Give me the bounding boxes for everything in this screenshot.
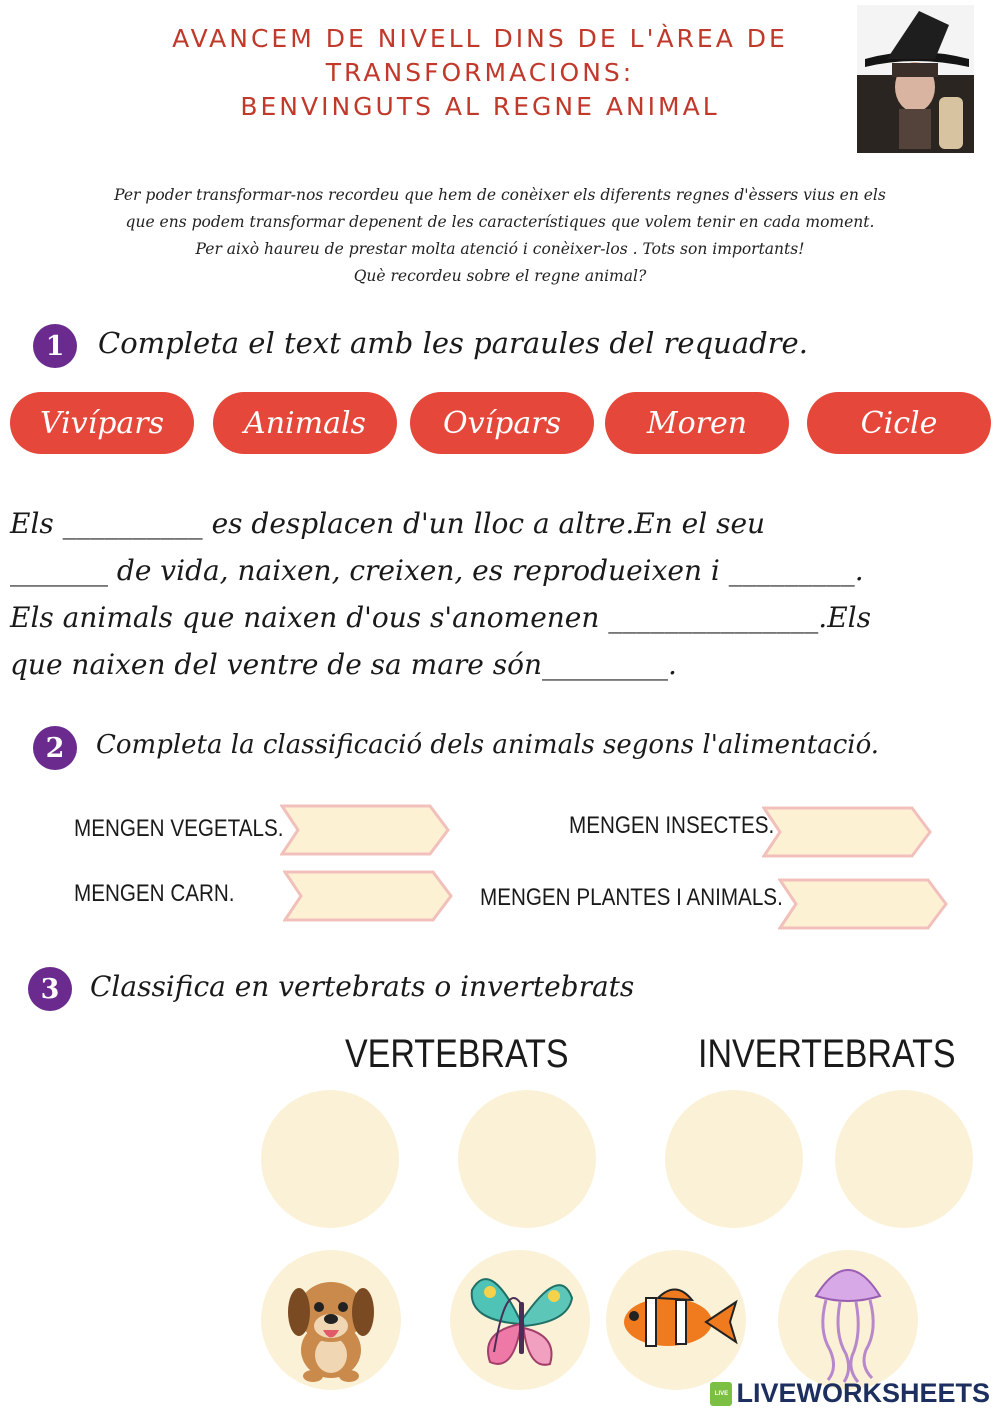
title-line-1: AVANCEM DE NIVELL DINS DE L'ÀREA DE bbox=[172, 24, 788, 53]
liveworksheets-logo bbox=[710, 1378, 990, 1409]
draggable-animal-dog[interactable] bbox=[261, 1250, 401, 1390]
draggable-animal-clownfish[interactable] bbox=[606, 1250, 746, 1390]
intro-line: que ens podem transformar depenent de les característiques que volem tenir en cada moment. bbox=[125, 213, 875, 231]
draggable-animal-butterfly[interactable] bbox=[450, 1250, 590, 1390]
answer-slot-vegetals[interactable] bbox=[280, 804, 450, 856]
section-1-instruction: Completa el text amb les paraules del requadre. bbox=[98, 326, 808, 360]
category-label-vegetals: MENGEN VEGETALS. bbox=[74, 815, 284, 842]
section-3-number-badge: 3 bbox=[28, 967, 72, 1011]
witch-portrait-image bbox=[857, 5, 974, 153]
fill-in-line[interactable]: _______ de vida, naixen, creixen, es reprodueixen i _________. bbox=[10, 554, 864, 587]
vertebrats-drop-zone[interactable] bbox=[458, 1090, 596, 1228]
jellyfish-icon bbox=[778, 1250, 918, 1390]
title-line-3: BENVINGUTS AL REGNE ANIMAL bbox=[240, 92, 720, 121]
draggable-animal-jellyfish[interactable] bbox=[778, 1250, 918, 1390]
fill-in-text bbox=[10, 500, 992, 688]
word-chip-animals[interactable]: Animals bbox=[213, 392, 397, 454]
fill-in-line[interactable]: Els __________ es desplacen d'un lloc a altre.En el seu bbox=[10, 507, 766, 540]
clownfish-icon bbox=[606, 1250, 746, 1390]
category-label-insectes: MENGEN INSECTES. bbox=[569, 812, 775, 839]
category-label-carn: MENGEN CARN. bbox=[74, 880, 235, 907]
word-chip-ovipars[interactable]: Ovípars bbox=[410, 392, 594, 454]
butterfly-icon bbox=[450, 1250, 590, 1390]
vertebrats-heading: VERTEBRATS bbox=[345, 1032, 569, 1076]
fill-in-line[interactable]: que naixen del ventre de sa mare són_________. bbox=[10, 648, 677, 681]
answer-slot-insectes[interactable] bbox=[762, 806, 932, 858]
intro-line: Per poder transformar-nos recordeu que hem de conèixer els diferents regnes d'èssers vius en els bbox=[114, 186, 886, 204]
title-line-2: TRANSFORMACIONS: bbox=[325, 58, 635, 87]
fill-in-line[interactable]: Els animals que naixen d'ous s'anomenen _______________.Els bbox=[10, 601, 871, 634]
intro-line: Per això haureu de prestar molta atenció i conèixer-los . Tots son importants! bbox=[195, 240, 805, 258]
section-2-number-badge: 2 bbox=[33, 726, 77, 770]
invertebrats-heading: INVERTEBRATS bbox=[698, 1032, 956, 1076]
intro-text bbox=[10, 182, 990, 290]
word-chip-vivipars[interactable]: Vivípars bbox=[10, 392, 194, 454]
answer-slot-carn[interactable] bbox=[283, 870, 453, 922]
section-3-instruction: Classifica en vertebrats o invertebrats bbox=[90, 970, 635, 1003]
category-label-plantes-animals: MENGEN PLANTES I ANIMALS. bbox=[480, 884, 783, 911]
word-chip-moren[interactable]: Moren bbox=[605, 392, 789, 454]
answer-slot-plantes-animals[interactable] bbox=[778, 878, 948, 930]
page-title bbox=[100, 22, 860, 124]
section-2-instruction: Completa la classificació dels animals segons l'alimentació. bbox=[96, 730, 880, 760]
dog-icon bbox=[261, 1250, 401, 1390]
word-chip-cicle[interactable]: Cicle bbox=[807, 392, 991, 454]
vertebrats-drop-zone[interactable] bbox=[261, 1090, 399, 1228]
section-1-number-badge: 1 bbox=[33, 324, 77, 368]
intro-line: Què recordeu sobre el regne animal? bbox=[353, 267, 647, 285]
invertebrats-drop-zone[interactable] bbox=[835, 1090, 973, 1228]
brand-badge: LIVE bbox=[710, 1382, 732, 1406]
brand-text: LIVEWORKSHEETS bbox=[736, 1378, 990, 1408]
invertebrats-drop-zone[interactable] bbox=[665, 1090, 803, 1228]
